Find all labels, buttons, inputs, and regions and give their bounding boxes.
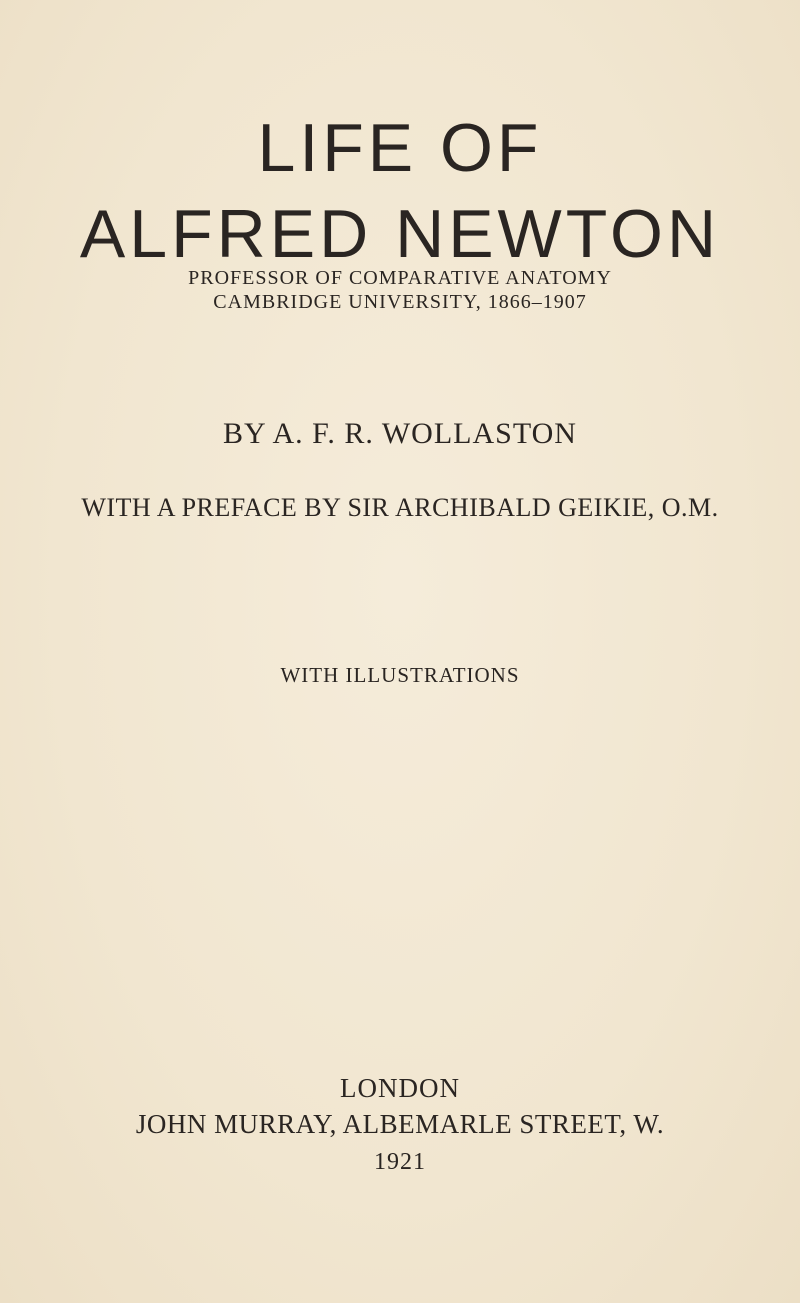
author-line: BY A. F. R. WOLLASTON	[223, 417, 577, 450]
imprint-publisher: JOHN MURRAY, ALBEMARLE STREET, W.	[135, 1109, 665, 1139]
illustrations-line: WITH ILLUSTRATIONS	[280, 663, 520, 687]
imprint-year: 1921	[374, 1149, 426, 1175]
book-title-line-2: ALFRED NEWTON	[79, 196, 721, 272]
preface-line: WITH A PREFACE BY SIR ARCHIBALD GEIKIE, O.M.	[81, 493, 719, 522]
book-title-line-1: LIFE OF	[257, 110, 543, 186]
imprint-city: LONDON	[340, 1073, 460, 1103]
subtitle-line-2: CAMBRIDGE UNIVERSITY, 1866–1907	[213, 291, 587, 313]
subtitle-line-1: PROFESSOR OF COMPARATIVE ANATOMY	[188, 267, 612, 289]
